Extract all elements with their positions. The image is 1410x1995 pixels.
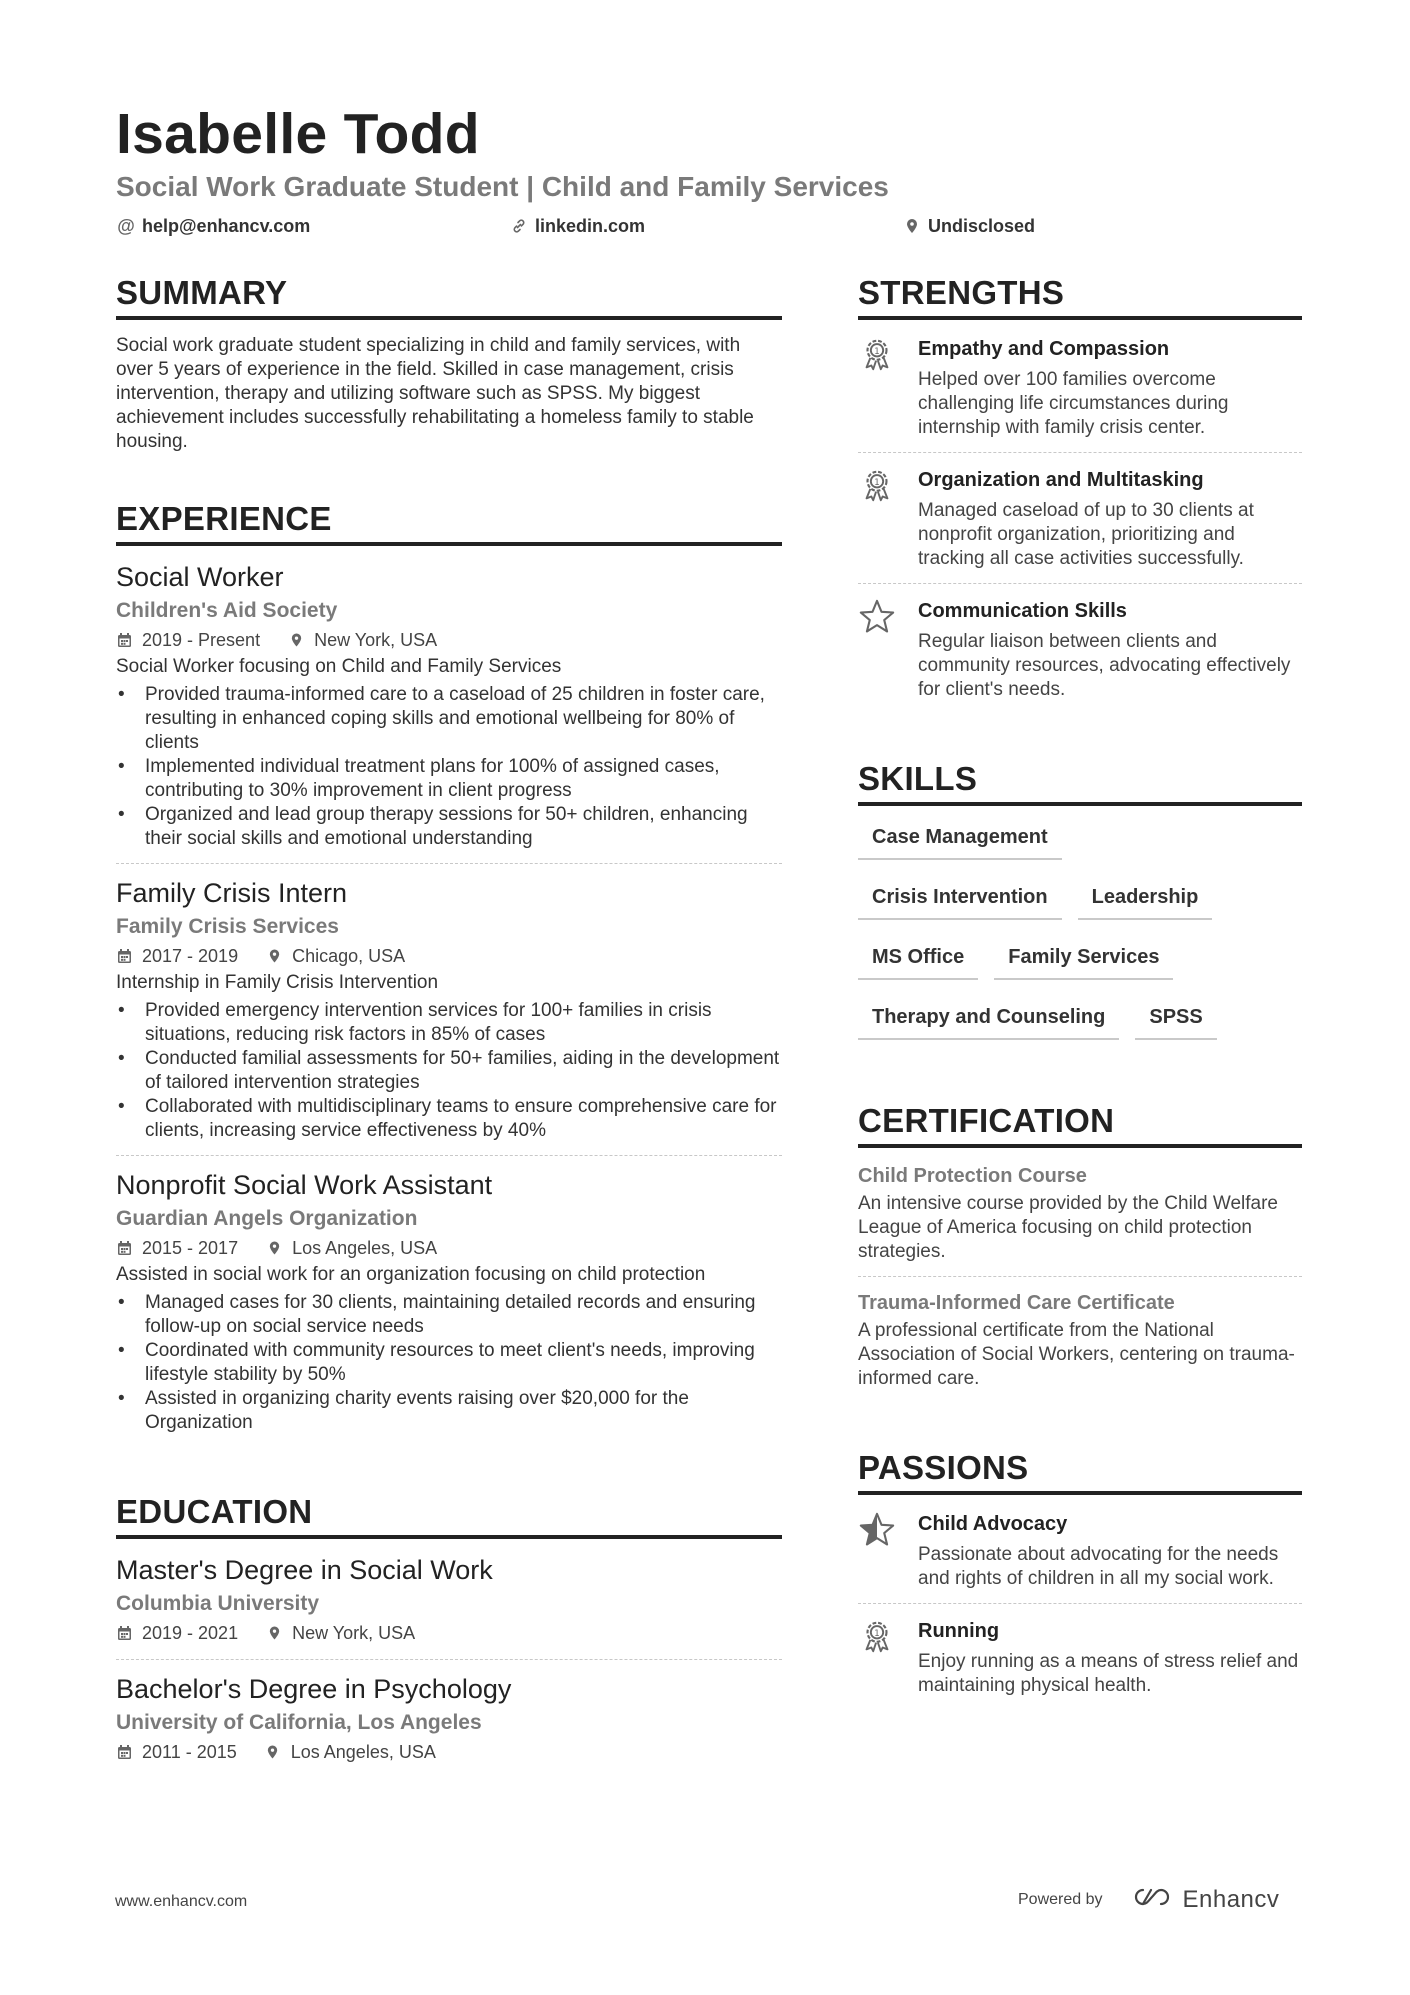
experience-item — [116, 560, 782, 864]
job-dates: 2017 - 2019 — [142, 946, 239, 966]
job-location: Chicago, USA — [292, 946, 406, 966]
job-title: Family Crisis Intern — [116, 878, 348, 908]
svg-text:1: 1 — [874, 347, 880, 358]
footer-website[interactable]: www.enhancv.com — [115, 1893, 248, 1910]
job-bullets — [116, 999, 782, 1143]
bullet-item: • Assisted in organizing charity events raising over $20,000 for the Organization — [116, 1387, 782, 1435]
resume-header — [116, 100, 1306, 242]
passion-title: Child Advocacy — [918, 1513, 1068, 1535]
map-pin-icon — [266, 948, 282, 964]
job-meta — [116, 626, 782, 654]
summary-heading: SUMMARY — [116, 272, 782, 320]
job-bullets — [116, 683, 782, 851]
left-column — [116, 272, 782, 1822]
calendar-icon — [116, 632, 132, 648]
passion-description: Passionate about advocating for the needs and rights of children in all my social work. — [918, 1544, 1279, 1589]
powered-by-text: Powered by — [1018, 1890, 1103, 1908]
award-ribbon-icon — [858, 1616, 918, 1698]
job-description: Social Worker focusing on Child and Family Services — [116, 656, 562, 677]
skills-list — [858, 820, 1302, 1060]
strength-description: Regular liaison between clients and community resources, advocating effectively for client's needs. — [918, 631, 1291, 700]
strengths-heading: STRENGTHS — [858, 272, 1302, 320]
education-item — [116, 1672, 782, 1778]
education-heading: EDUCATION — [116, 1491, 782, 1539]
certification-title: Child Protection Course — [858, 1165, 1087, 1187]
candidate-name: Isabelle Todd — [116, 102, 480, 166]
strengths-section — [858, 272, 1302, 714]
strength-title: Communication Skills — [918, 600, 1127, 622]
award-ribbon-icon — [858, 334, 918, 440]
bullet-item: • Collaborated with multidisciplinary teams to ensure comprehensive care for clients, increasing service effectiveness by 40% — [116, 1095, 782, 1143]
at-icon: @ — [117, 216, 135, 236]
map-pin-icon — [266, 1625, 282, 1641]
education-item — [116, 1553, 782, 1660]
strength-item — [858, 465, 1302, 584]
passion-description: Enjoy running as a means of stress relief and maintaining physical health. — [918, 1651, 1299, 1696]
enhancv-logo-icon — [1129, 1885, 1175, 1914]
location-text: Undisclosed — [928, 216, 1036, 236]
skill-tag: Therapy and Counseling — [858, 1000, 1119, 1040]
job-title: Nonprofit Social Work Assistant — [116, 1170, 493, 1200]
employer-name: Children's Aid Society — [116, 599, 338, 622]
skill-tag: Crisis Intervention — [858, 880, 1062, 920]
education-section — [116, 1491, 782, 1778]
education-meta — [116, 1619, 782, 1647]
job-meta — [116, 1234, 782, 1262]
passions-heading: PASSIONS — [858, 1447, 1302, 1495]
job-location: Los Angeles, USA — [292, 1238, 438, 1258]
passion-title: Running — [918, 1620, 1000, 1642]
skills-section — [858, 758, 1302, 1060]
school-name: University of California, Los Angeles — [116, 1711, 482, 1734]
svg-text:1: 1 — [874, 478, 880, 489]
degree-title: Master's Degree in Social Work — [116, 1555, 493, 1585]
link-icon — [509, 216, 529, 236]
passions-section — [858, 1447, 1302, 1710]
strength-item — [858, 334, 1302, 453]
candidate-headline: Social Work Graduate Student | Child and Family Services — [116, 171, 889, 202]
certification-item — [858, 1289, 1302, 1403]
skill-tag: MS Office — [858, 940, 978, 980]
certification-heading: CERTIFICATION — [858, 1100, 1302, 1148]
skill-tag: SPSS — [1135, 1000, 1216, 1040]
experience-item — [116, 1168, 782, 1447]
map-pin-icon — [902, 216, 922, 236]
experience-item — [116, 876, 782, 1156]
summary-text: Social work graduate student specializing in child and family services, with over 5 years of experience in the field. Skilled in case management, crisis intervention, therapy and utilizing software such as SPSS. My biggest achievement includes successfully rehabilitating a homeless family to stable housing. — [116, 335, 754, 452]
employer-name: Guardian Angels Organization — [116, 1207, 418, 1230]
strength-title: Organization and Multitasking — [918, 469, 1204, 491]
skill-tag: Case Management — [858, 820, 1062, 860]
svg-text:1: 1 — [874, 1629, 880, 1640]
degree-title: Bachelor's Degree in Psychology — [116, 1674, 512, 1704]
job-description: Internship in Family Crisis Intervention — [116, 972, 439, 993]
job-bullets — [116, 1291, 782, 1435]
map-pin-icon — [266, 1240, 282, 1256]
calendar-icon — [116, 1240, 132, 1256]
certification-title: Trauma-Informed Care Certificate — [858, 1292, 1175, 1314]
certification-description: An intensive course provided by the Child Welfare League of America focusing on child protection strategies. — [858, 1193, 1278, 1262]
bullet-item: • Conducted familial assessments for 50+ families, aiding in the development of tailored intervention strategies — [116, 1047, 782, 1095]
brand-logo — [1129, 1885, 1280, 1914]
job-dates: 2019 - Present — [142, 630, 261, 650]
strength-description: Helped over 100 families overcome challenging life circumstances during internship with family crisis center. — [918, 369, 1229, 438]
passion-item — [858, 1616, 1302, 1710]
skill-tag: Leadership — [1078, 880, 1213, 920]
bullet-item: • Provided emergency intervention services for 100+ families in crisis situations, reducing risk factors in 85% of cases — [116, 999, 782, 1047]
job-description: Assisted in social work for an organization focusing on child protection — [116, 1264, 706, 1285]
education-dates: 2011 - 2015 — [142, 1742, 237, 1762]
job-location: New York, USA — [314, 630, 438, 650]
passion-item — [858, 1509, 1302, 1604]
bullet-item: • Implemented individual treatment plans for 100% of assigned cases, contributing to 30% improvement in client progress — [116, 755, 782, 803]
bullet-item: • Provided trauma-informed care to a caseload of 25 children in foster care, resulting in enhanced coping skills and emotional wellbeing for 80% of clients — [116, 683, 782, 755]
contact-location — [902, 212, 1035, 240]
bullet-item: • Coordinated with community resources to meet client's needs, improving lifestyle stability by 50% — [116, 1339, 782, 1387]
education-dates: 2019 - 2021 — [142, 1623, 239, 1643]
experience-section — [116, 498, 782, 1447]
certification-section — [858, 1100, 1302, 1403]
bullet-item: • Organized and lead group therapy sessions for 50+ children, enhancing their social skills and emotional understanding — [116, 803, 782, 851]
brand-name: Enhancv — [1182, 1885, 1280, 1913]
email-text: help@enhancv.com — [142, 216, 311, 236]
summary-section — [116, 272, 782, 454]
education-location: Los Angeles, USA — [290, 1742, 436, 1762]
contact-row — [116, 212, 1306, 242]
map-pin-icon — [265, 1744, 281, 1760]
strength-title: Empathy and Compassion — [918, 338, 1170, 360]
calendar-icon — [116, 1625, 132, 1641]
skill-tag: Family Services — [994, 940, 1173, 980]
job-title: Social Worker — [116, 562, 284, 592]
strength-item — [858, 596, 1302, 714]
footer-powered-by[interactable] — [1018, 1885, 1279, 1914]
star-outline-icon — [858, 596, 918, 702]
linkedin-text: linkedin.com — [535, 216, 646, 236]
map-pin-icon — [288, 632, 304, 648]
school-name: Columbia University — [116, 1592, 320, 1615]
strength-description: Managed caseload of up to 30 clients at nonprofit organization, prioritizing and tracking all case activities successfully. — [918, 500, 1254, 569]
right-column — [858, 272, 1302, 1754]
employer-name: Family Crisis Services — [116, 915, 339, 938]
contact-linkedin[interactable] — [509, 212, 645, 240]
star-half-icon — [858, 1509, 918, 1591]
certification-item — [858, 1162, 1302, 1277]
certification-description: A professional certificate from the National Association of Social Workers, centering on trauma-informed care. — [858, 1320, 1295, 1389]
job-dates: 2015 - 2017 — [142, 1238, 239, 1258]
education-meta — [116, 1738, 782, 1766]
bullet-item: • Managed cases for 30 clients, maintaining detailed records and ensuring follow-up on social service needs — [116, 1291, 782, 1339]
job-meta — [116, 942, 782, 970]
experience-heading: EXPERIENCE — [116, 498, 782, 546]
skills-heading: SKILLS — [858, 758, 1302, 806]
award-ribbon-icon — [858, 465, 918, 571]
contact-email[interactable] — [116, 212, 310, 240]
education-location: New York, USA — [292, 1623, 416, 1643]
calendar-icon — [116, 1744, 132, 1760]
calendar-icon — [116, 948, 132, 964]
